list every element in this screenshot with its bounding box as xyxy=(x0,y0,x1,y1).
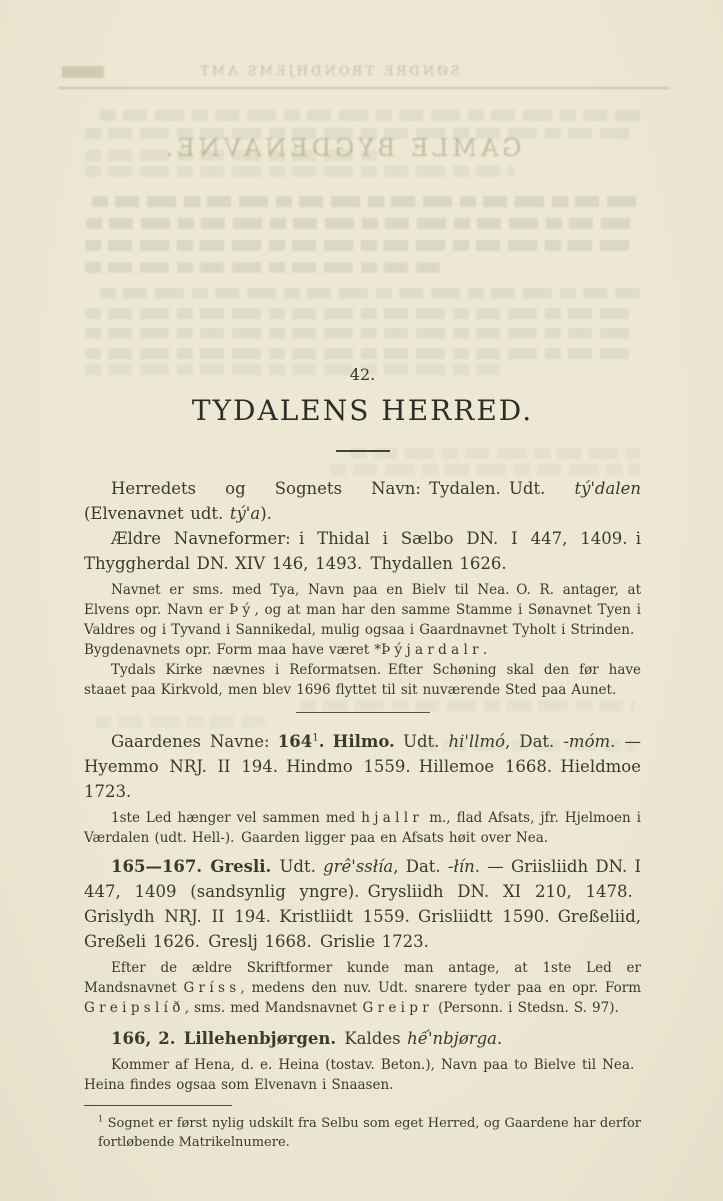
page-content xyxy=(84,0,641,1152)
paragraph-hilmo-etymology: 1ste Led hænger vel sammen med hjallr m., flad Afsats, jfr. Hjelmoen i Værdalen (udt. Hell-). Gaarden ligger paa en Afsats høit over Nea. xyxy=(84,810,641,846)
paragraph-hena-etymology: Kommer af Hena, d. e. Heina (tostav. Beton.), Navn paa to Bielve til Nea. Heina findes ogsaa som Elvenavn i Snaasen. xyxy=(84,1057,641,1093)
footnote-rule xyxy=(84,1105,232,1106)
paragraph-lillehenbjorgen: 166, 2. Lillehenbjørgen. Kaldes hế'nbjørga. xyxy=(111,1029,503,1048)
bleedthrough-running-head: SØNDRE TRONDHJEMS AMT xyxy=(197,64,460,79)
chapter-number: 42. xyxy=(349,365,376,384)
paragraph-gresli-etymology: Efter de ældre Skriftformer kunde man antage, at 1ste Led er Mandsnavnet Gríss, medens den nuv. Udt. snarere tyder paa en opr. Form Greipslíð, sms. med Mandsnavnet Greipr (Personn. i Stedsn. S. 97). xyxy=(84,960,641,1016)
page-title: TYDALENS HERRED. xyxy=(191,394,534,427)
title-divider xyxy=(336,450,390,452)
paragraph-farm-names-hilmo: Gaardenes Navne: $164^1$. Hilmo. Udt. hi'llmó, Dat. -móm. — Hyemmo NRJ. II 194. Hindmo 1559. Hillemoe 1668. Hieldmoe 1723. xyxy=(84,732,641,801)
paragraph-church-note: Tydals Kirke nævnes i Reformatsen. Efter Schøning skal den før have staaet paa Kirkvold, men blev 1696 flyttet til sit nuværende Sted paa Aunet. xyxy=(84,662,641,698)
paragraph-gresli: 165—167. Gresli. Udt. grê'ssłía, Dat. -łín. — Griisliidh DN. I 447, 1409 (sandsynlig yngre). Grysliidh DN. XI 210, 1478. Grislydh NRJ. II 194. Kristliidt 1559. Grisliidtt 1590. Greßeliid, Greßeli 1626. Greslj 1668. Grislie 1723. xyxy=(84,857,641,951)
paragraph-name-etymology: Navnet er sms. med Tya, Navn paa en Bielv til Nea. O. R. antager, at Elvens opr. Navn er Þý, og at man har den samme Stamme i Sønavnet Tyen i Valdres og i Tyvand i Sannikedal, mulig ogsaa i Gaardnavnet Tyholt i Strinden. Bygdenavnets opr. Form maa have været *Þýjardalr. xyxy=(84,582,641,658)
footnote: $^1$ Sognet er først nylig udskilt fra Selbu som eget Herred, og Gaardene har derfor fortløbende Matrikelnumere. xyxy=(98,1114,641,1150)
bleedthrough-section-heading: GAMLE BYGDENAVNE. xyxy=(161,134,522,162)
paragraph-herred-name: Herredets og Sognets Navn: Tydalen. Udt. tý'dalen (Elvenavnet udt. tý'a). xyxy=(84,479,641,523)
section-divider xyxy=(296,712,430,713)
paragraph-older-forms: Ældre Navneformer: i Thidal i Sælbo DN. I 447, 1409. i Thyggherdal DN. XIV 146, 1493. Thydallen 1626. xyxy=(84,529,641,573)
